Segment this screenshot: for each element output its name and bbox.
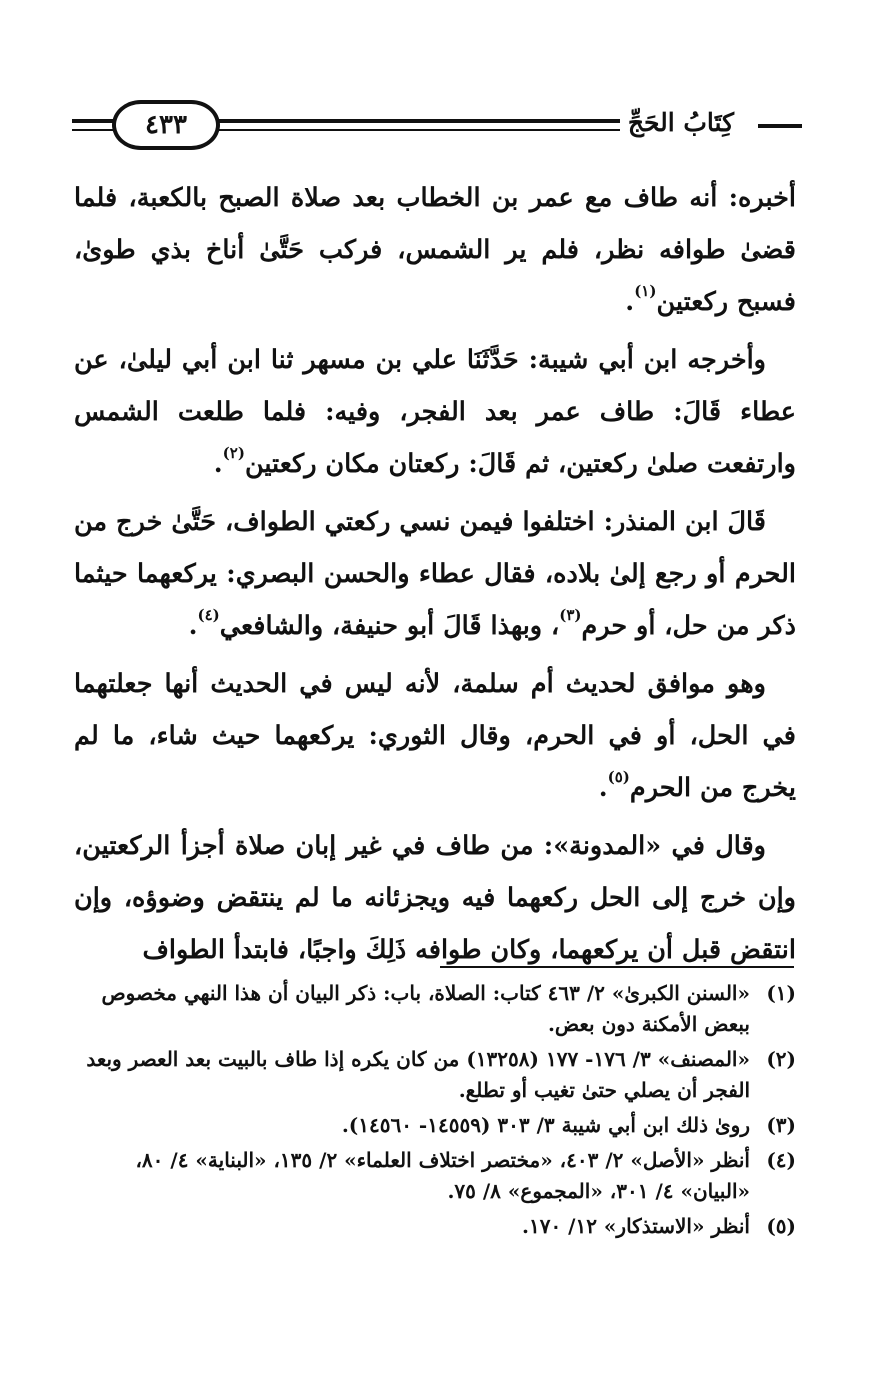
paragraph-text: أخبره: أنه طاف مع عمر بن الخطاب بعد صلاة الصبح بالكعبة، فلما قضىٰ طوافه نظر، فلم ير الشمس، فركب حَتَّىٰ أناخ بذي طوىٰ، فسبح ركعتين — [74, 183, 796, 317]
footnote-ref: (٣) — [559, 606, 582, 624]
page-number: ٤٣٣ — [112, 100, 220, 150]
footnote — [74, 1145, 796, 1207]
footnote-divider — [440, 966, 794, 968]
running-title: كِتَابُ الحَجِّ — [620, 108, 742, 137]
paragraph-text: وقال في «المدونة»: من طاف في غير إبان صلاة أجزأ الركعتين، وإن خرج إلى الحل ركعهما فيه ويجزئانه ما لم ينتقض وضوؤه، وإن انتقض قبل أن يركعهما، وكان طوافه ذَلِكَ واجبًا، فابتدأ الطواف — [74, 831, 796, 965]
footnotes — [74, 978, 796, 1246]
period: . — [598, 773, 608, 803]
footnote-number: (٢) — [766, 1047, 796, 1071]
header-rule-right — [758, 124, 802, 128]
footnote-ref: (١) — [634, 282, 657, 300]
paragraph — [74, 496, 796, 652]
footnote-ref: (٢) — [222, 444, 245, 462]
paragraph-text: وهو موافق لحديث أم سلمة، لأنه ليس في الحديث أنها جعلتهما في الحل، أو في الحرم، وقال الثوري: يركعهما حيث شاء، ما لم يخرج من الحرم — [74, 669, 796, 803]
footnote-number: (٤) — [766, 1148, 796, 1172]
paragraph-text: وأخرجه ابن أبي شيبة: حَدَّثَنَا علي بن مسهر ثنا ابن أبي ليلىٰ، عن عطاء قَالَ: طاف عمر بعد الفجر، وفيه: فلما طلعت الشمس وارتفعت صلىٰ ركعتين، ثم قَالَ: ركعتان مكان ركعتين — [74, 345, 796, 479]
main-text — [74, 172, 796, 982]
footnote-text: «المصنف» ٣/ ١٧٦- ١٧٧ (١٣٢٥٨) من كان يكره إذا طاف بالبيت بعد العصر وبعد الفجر أن يصلي حتىٰ تغيب أو تطلع. — [86, 1047, 750, 1102]
footnote — [74, 1211, 796, 1242]
header-rule-main-thick — [212, 119, 622, 123]
period: . — [625, 287, 635, 317]
footnote-number: (٥) — [766, 1214, 796, 1238]
footnote — [74, 1044, 796, 1106]
footnote-text: «السنن الكبرىٰ» ٢/ ٤٦٣ كتاب: الصلاة، باب: ذكر البيان أن هذا النهي مخصوص ببعض الأمكنة دون بعض. — [101, 981, 750, 1036]
period: . — [213, 449, 223, 479]
paragraph — [74, 334, 796, 490]
footnote-text: أنظر «الاستذكار» ١٢/ ١٧٠. — [522, 1214, 750, 1238]
footnote-number: (٣) — [766, 1113, 796, 1137]
footnote-ref: (٤) — [197, 606, 220, 624]
paragraph — [74, 658, 796, 814]
period: . — [188, 611, 198, 641]
footnote — [74, 978, 796, 1040]
paragraph-text: ، وبهذا قَالَ أبو حنيفة، والشافعي — [219, 611, 560, 641]
header-rule-main-thin — [212, 129, 622, 131]
footnote-text: أنظر «الأصل» ٢/ ٤٠٣، «مختصر اختلاف العلماء» ٢/ ١٣٥، «البناية» ٤/ ٨٠، «البيان» ٤/ ٣٠١، «المجموع» ٨/ ٧٥. — [135, 1148, 750, 1203]
paragraph — [74, 172, 796, 328]
footnote-text: روىٰ ذلك ابن أبي شيبة ٣/ ٣٠٣ (١٤٥٥٩- ١٤٥٦٠). — [341, 1113, 750, 1137]
footnote — [74, 1110, 796, 1141]
paragraph — [74, 820, 796, 976]
page-header — [72, 98, 802, 158]
footnote-number: (١) — [766, 981, 796, 1005]
footnote-ref: (٥) — [607, 768, 630, 786]
paragraph-text: قَالَ ابن المنذر: اختلفوا فيمن نسي ركعتي الطواف، حَتَّىٰ خرج من الحرم أو رجع إلىٰ بلاده، فقال عطاء والحسن البصري: يركعهما حيثما ذكر من حل، أو حرم — [74, 507, 796, 641]
